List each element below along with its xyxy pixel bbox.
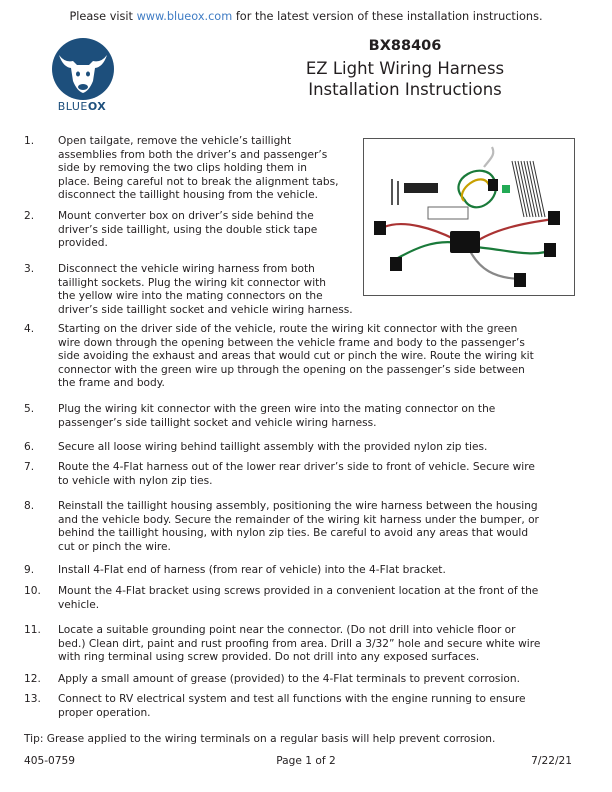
step-number: 4. xyxy=(24,323,35,335)
revision-date: 7/22/21 xyxy=(531,755,572,767)
step-number: 5. xyxy=(24,403,35,415)
step-text xyxy=(58,693,526,720)
step-line: connector with the green wire up through the opening on the passenger’s side between xyxy=(58,363,525,376)
step-line: behind the taillight housing, with nylon zip ties. Be careful to avoid any areas that would xyxy=(58,527,529,539)
step-number: 12. xyxy=(24,673,41,685)
step-line: Disconnect the vehicle wiring harness from both xyxy=(58,263,315,275)
step-number: 2. xyxy=(24,210,35,222)
step-text xyxy=(58,135,338,203)
step-line: Plug the wiring kit connector with the green wire into the mating connector on the xyxy=(58,403,496,415)
step-line: the frame and body. xyxy=(58,377,165,389)
step-line: proper operation. xyxy=(58,706,151,719)
title-line-2: Installation Instructions xyxy=(308,80,502,99)
step-line: and the vehicle body. Secure the remainder of the wiring kit harness under the bumper, or xyxy=(58,513,539,526)
step-line: cut or pinch the wire. xyxy=(58,540,171,553)
step-line: Open tailgate, remove the vehicle’s taillight xyxy=(58,135,292,147)
step-number: 7. xyxy=(24,461,35,473)
step-line: Connect to RV electrical system and test all functions with the engine running to ensure xyxy=(58,693,526,705)
step-line: vehicle. xyxy=(58,598,100,611)
notice-suffix: for the latest version of these installation instructions. xyxy=(232,10,543,23)
part-number: 405-0759 xyxy=(24,755,76,767)
step-line: the yellow wire into the mating connectors on the xyxy=(58,290,323,302)
step-text xyxy=(58,585,538,612)
step-line: Reinstall the taillight housing assembly, positioning the wire harness between the housing xyxy=(58,500,538,512)
step-line: place. Being careful not to break the alignment tabs, xyxy=(58,175,339,188)
step-line: driver’s side taillight socket and vehicle wiring harness. xyxy=(58,303,353,316)
step-text xyxy=(58,624,540,665)
step-number: 13. xyxy=(24,693,41,705)
title-line-1: EZ Light Wiring Harness xyxy=(305,59,505,78)
tip-text: Tip: Grease applied to the wiring terminals on a regular basis will help prevent corrosion. xyxy=(24,733,496,745)
wiring-harness-illustration xyxy=(364,139,574,295)
document-header xyxy=(290,38,520,100)
step-text xyxy=(58,403,495,430)
step-line: driver’s side taillight, using the double stick tape xyxy=(58,223,318,236)
step-line: side by removing the two clips holding them in xyxy=(58,162,307,174)
website-notice xyxy=(0,10,612,23)
step-line: Apply a small amount of grease (provided) to the 4-Flat terminals to prevent corrosion. xyxy=(58,673,520,685)
step-line: side avoiding the exhaust and areas that would cut or pinch the wire. Route the wiring kit xyxy=(58,350,534,362)
step-text xyxy=(58,441,487,455)
step-number: 9. xyxy=(24,564,35,576)
step-line: provided. xyxy=(58,237,108,249)
step-line: Secure all loose wiring behind taillight assembly with the provided nylon zip ties. xyxy=(58,441,488,453)
step-text xyxy=(58,210,317,251)
step-number: 1. xyxy=(24,135,35,147)
step-text xyxy=(58,461,535,488)
step-line: Mount the 4-Flat bracket using screws provided in a convenient location at the front of the xyxy=(58,585,539,597)
step-line: wire down through the opening between the vehicle frame and body to the passenger’s xyxy=(58,336,525,349)
step-line: Install 4-Flat end of harness (from rear of vehicle) into the 4-Flat bracket. xyxy=(58,564,446,576)
notice-prefix: Please visit xyxy=(69,10,137,23)
step-number: 3. xyxy=(24,263,35,275)
product-photo xyxy=(363,138,575,296)
website-link[interactable]: www.blueox.com xyxy=(136,10,233,23)
step-number: 11. xyxy=(24,624,41,636)
step-number: 8. xyxy=(24,500,35,512)
logo-wordmark xyxy=(43,100,121,113)
step-text xyxy=(58,564,446,578)
step-line: bed.) Clean dirt, paint and rust proofing from area. Drill a 3/32” hole and secure white wire xyxy=(58,637,541,650)
logo-text-bold: OX xyxy=(87,100,107,113)
step-text xyxy=(58,323,534,391)
step-text xyxy=(58,263,353,317)
step-line: taillight sockets. Plug the wiring kit connector with xyxy=(58,276,326,289)
step-line: to vehicle with nylon zip ties. xyxy=(58,474,213,487)
step-number: 10. xyxy=(24,585,41,597)
step-line: Route the 4-Flat harness out of the lower rear driver’s side to front of vehicle. Secure wire xyxy=(58,461,535,473)
step-text xyxy=(58,500,539,554)
logo-text-plain: BLUE xyxy=(57,100,88,113)
step-line: Starting on the driver side of the vehicle, route the wiring kit connector with the green xyxy=(58,323,518,335)
model-number: BX88406 xyxy=(368,38,442,54)
step-text xyxy=(58,673,520,687)
step-line: Locate a suitable grounding point near the connector. (Do not drill into vehicle floor or xyxy=(58,624,516,636)
page-number: Page 1 of 2 xyxy=(276,755,336,767)
step-line: assemblies from both the driver’s and passenger’s xyxy=(58,148,328,161)
step-number: 6. xyxy=(24,441,35,453)
step-line: with ring terminal using screw provided. Do not drill into any exposed surfaces. xyxy=(58,651,480,663)
step-line: Mount converter box on driver’s side behind the xyxy=(58,210,314,222)
step-line: passenger’s side taillight socket and vehicle wiring harness. xyxy=(58,416,377,429)
step-line: disconnect the taillight housing from the vehicle. xyxy=(58,189,318,201)
